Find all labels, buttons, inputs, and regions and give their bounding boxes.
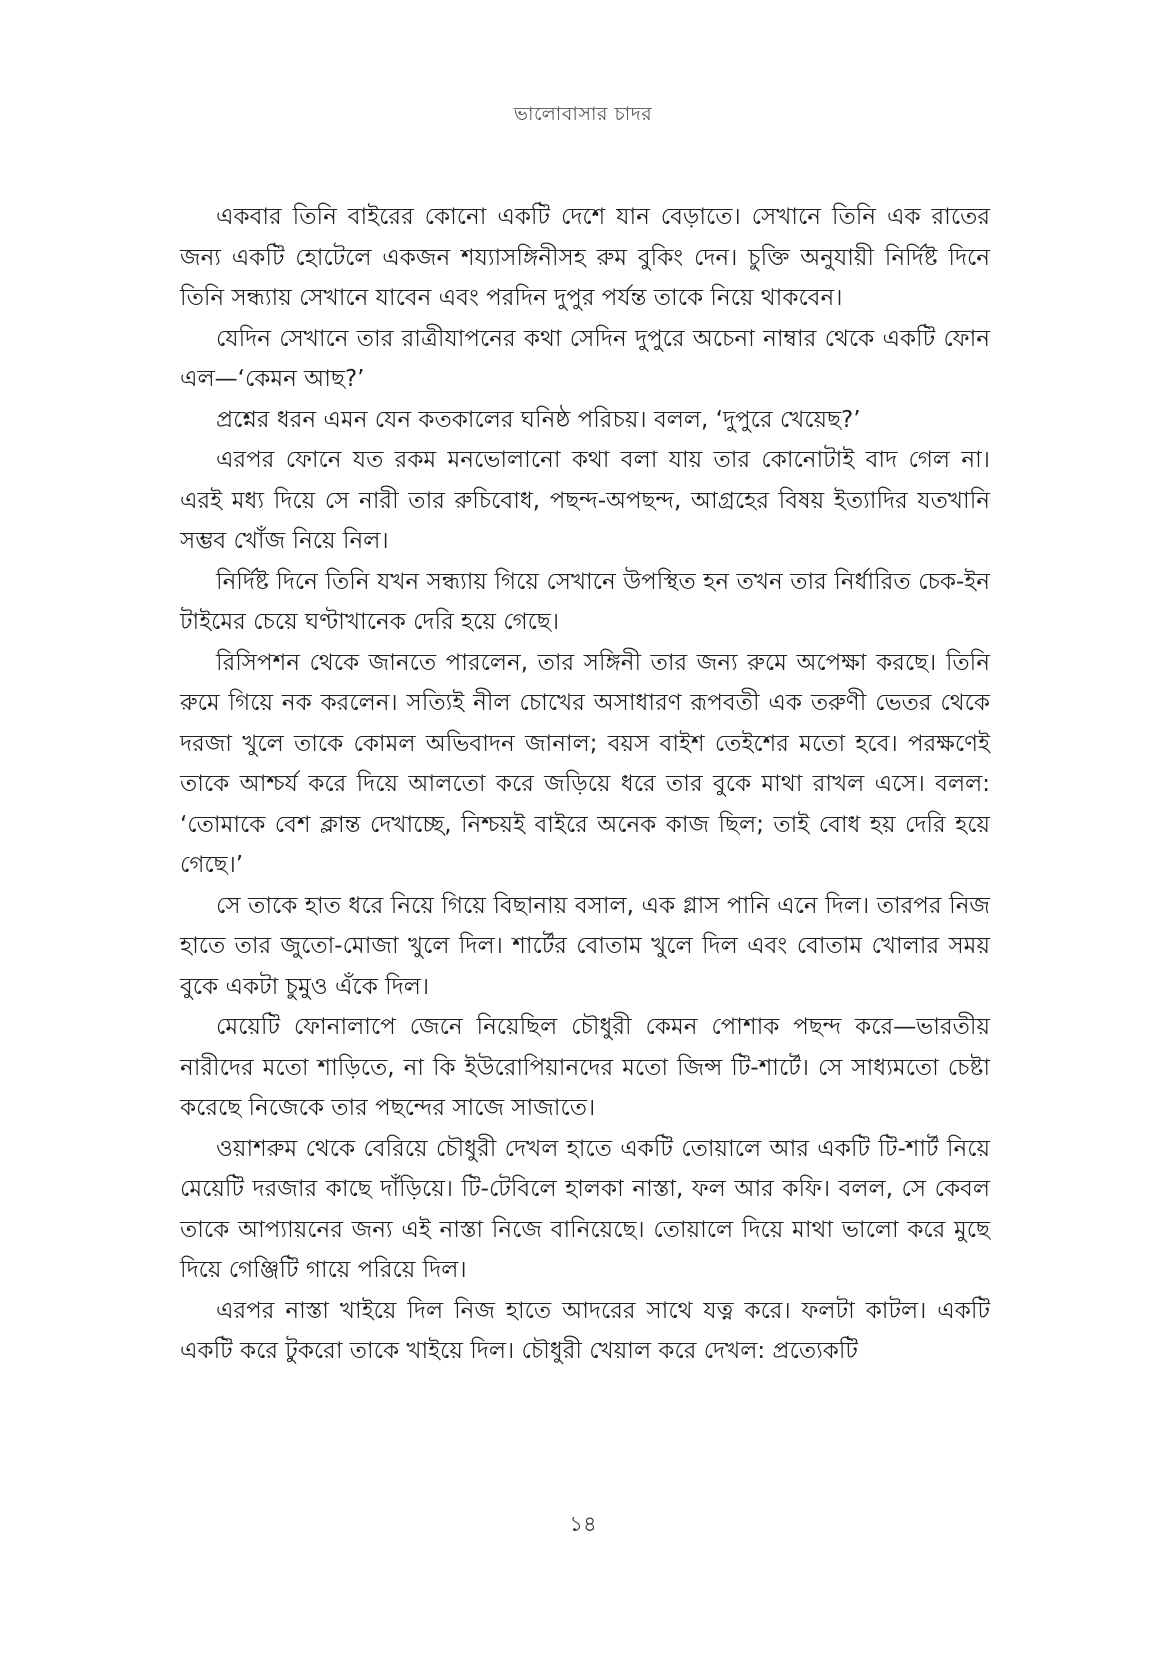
- paragraph: একবার তিনি বাইরের কোনো একটি দেশে যান বেড়াতে। সেখানে তিনি এক রাতের জন্য একটি হোটেলে একজন শয্যাসঙ্গিনীসহ রুম বুকিং দেন। চুক্তি অনুযায়ী নির্দিষ্ট দিনে তিনি সন্ধ্যায় সেখানে যাবেন এবং পরদিন দুপুর পর্যন্ত তাকে নিয়ে থাকবেন।: [180, 204, 990, 311]
- paragraph: প্রশ্নের ধরন এমন যেন কতকালের ঘনিষ্ঠ পরিচয়। বলল, ‘দুপুরে খেয়েছ?’: [216, 406, 861, 433]
- paragraph: ওয়াশরুম থেকে বেরিয়ে চৌধুরী দেখল হাতে একটি তোয়ালে আর একটি টি-শার্ট নিয়ে মেয়েটি দরজার কাছে দাঁড়িয়ে। টি-টেবিলে হালকা নাস্তা, ফল আর কফি। বলল, সে কেবল তাকে আপ্যায়নের জন্য এই নাস্তা নিজে বানিয়েছে। তোয়ালে দিয়ে মাথা ভালো করে মুছে দিয়ে গেঞ্জিটি গায়ে পরিয়ে দিল।: [180, 1135, 990, 1283]
- paragraph: রিসিপশন থেকে জানতে পারলেন, তার সঙ্গিনী তার জন্য রুমে অপেক্ষা করছে। তিনি রুমে গিয়ে নক করলেন। সত্যিই নীল চোখের অসাধারণ রূপবতী এক তরুণী ভেতর থেকে দরজা খুলে তাকে কোমল অভিবাদন জানাল; বয়স বাইশ তেইশের মতো হবে। পরক্ষণেই তাকে আশ্চর্য করে দিয়ে আলতো করে জড়িয়ে ধরে তার বুকে মাথা রাখল এসে। বলল: ‘তোমাকে বেশ ক্লান্ত দেখাচ্ছে, নিশ্চয়ই বাইরে অনেক কাজ ছিল; তাই বোধ হয় দেরি হয়ে গেছে।’: [180, 649, 990, 878]
- paragraph: এরপর ফোনে যত রকম মনভোলানো কথা বলা যায় তার কোনোটাই বাদ গেল না। এরই মধ্য দিয়ে সে নারী তার রুচিবোধ, পছন্দ-অপছন্দ, আগ্রহের বিষয় ইত্যাদির যতখানি সম্ভব খোঁজ নিয়ে নিল।: [180, 447, 990, 554]
- paragraph: এরপর নাস্তা খাইয়ে দিল নিজ হাতে আদরের সাথে যত্ন করে। ফলটা কাটল। একটি একটি করে টুকরো তাকে খাইয়ে দিল। চৌধুরী খেয়াল করে দেখল: প্রত্যেকটি: [180, 1297, 990, 1364]
- body-text: [180, 197, 990, 1372]
- running-head: ভালোবাসার চাদর: [513, 103, 653, 125]
- paragraph: মেয়েটি ফোনালাপে জেনে নিয়েছিল চৌধুরী কেমন পোশাক পছন্দ করে—ভারতীয় নারীদের মতো শাড়িতে, না কি ইউরোপিয়ানদের মতো জিন্স টি-শার্টে। সে সাধ্যমতো চেষ্টা করেছে নিজেকে তার পছন্দের সাজে সাজাতে।: [180, 1014, 990, 1121]
- paragraph: যেদিন সেখানে তার রাত্রীযাপনের কথা সেদিন দুপুরে অচেনা নাম্বার থেকে একটি ফোন এল—‘কেমন আছ?’: [180, 325, 990, 392]
- paragraph: নির্দিষ্ট দিনে তিনি যখন সন্ধ্যায় গিয়ে সেখানে উপস্থিত হন তখন তার নির্ধারিত চেক-ইন টাইমের চেয়ে ঘণ্টাখানেক দেরি হয়ে গেছে।: [180, 568, 990, 635]
- page-number: ১৪: [569, 1512, 597, 1536]
- paragraph: সে তাকে হাত ধরে নিয়ে গিয়ে বিছানায় বসাল, এক গ্লাস পানি এনে দিল। তারপর নিজ হাতে তার জুতো-মোজা খুলে দিল। শার্টের বোতাম খুলে দিল এবং বোতাম খোলার সময় বুকে একটা চুমুও এঁকে দিল।: [180, 892, 990, 1000]
